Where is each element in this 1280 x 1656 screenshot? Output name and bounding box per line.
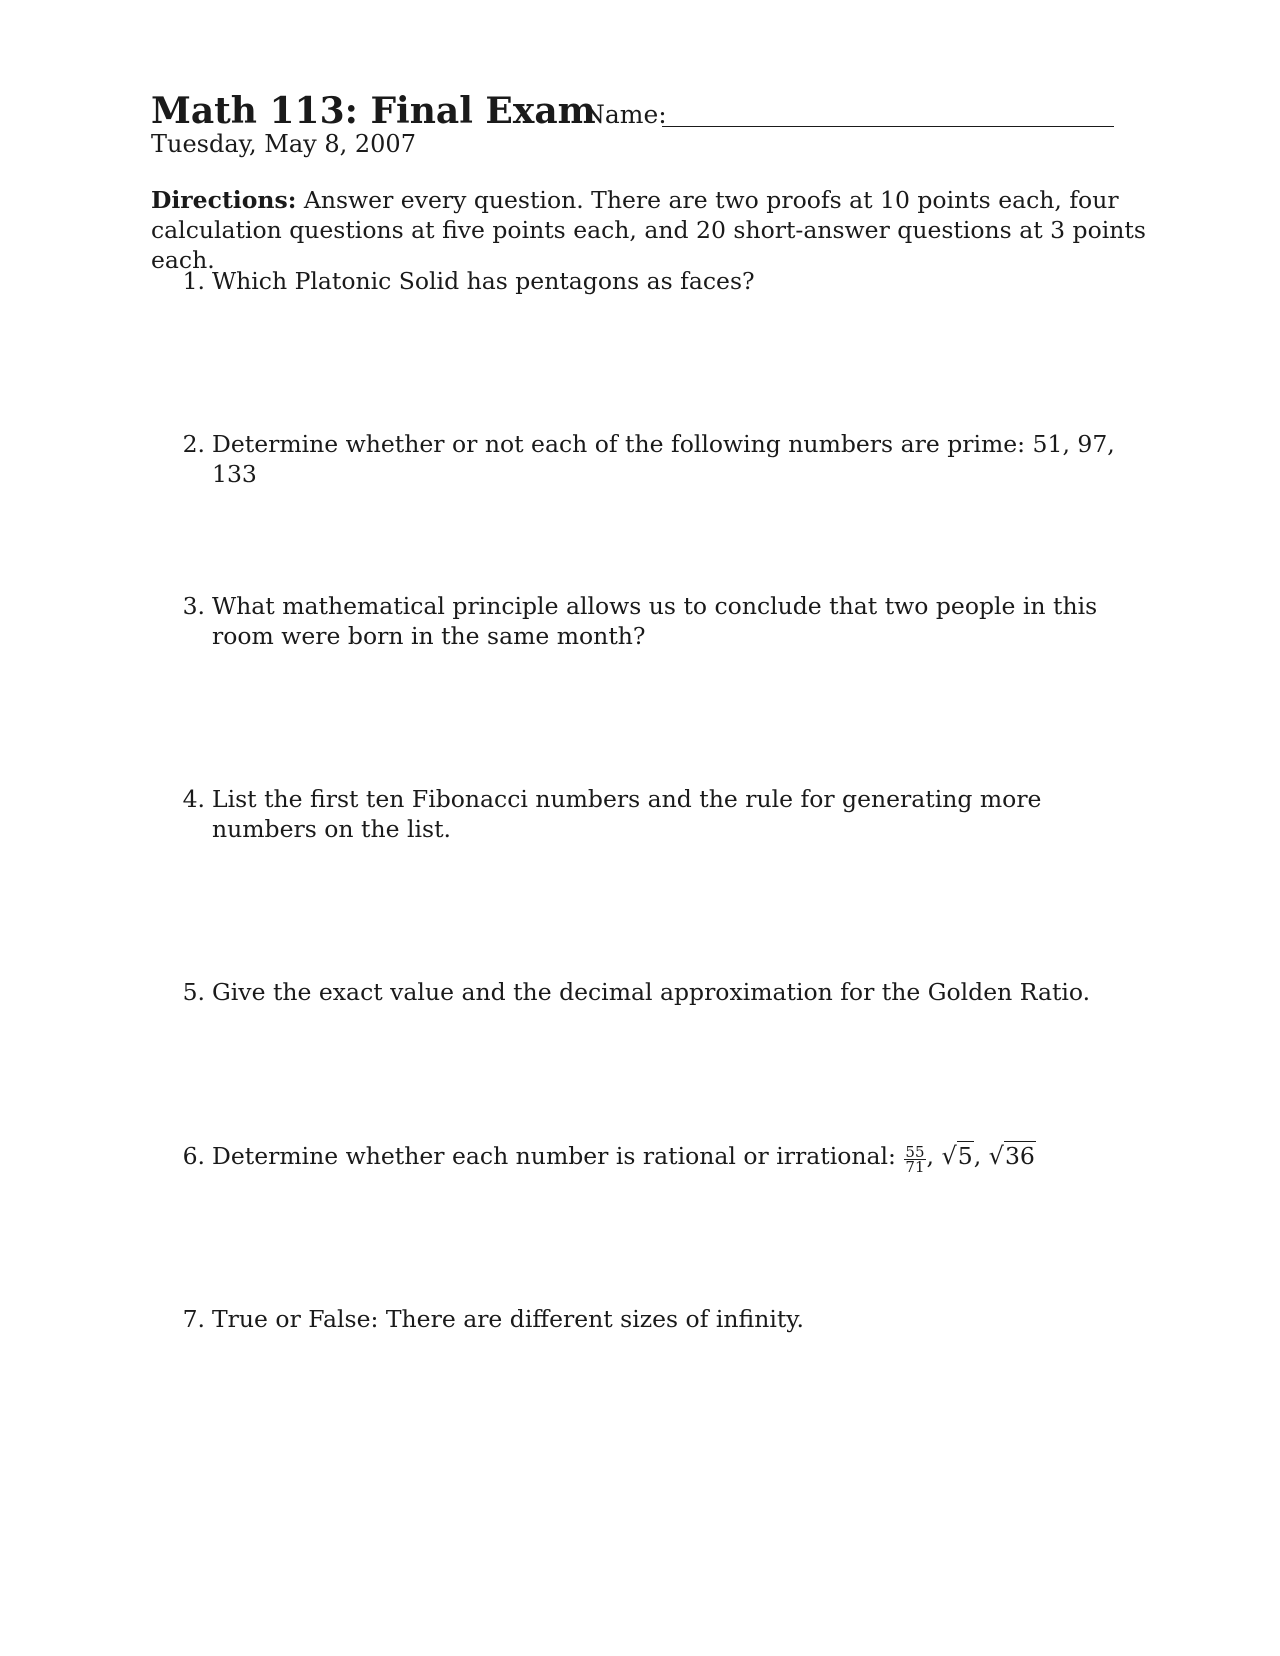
separator: , xyxy=(926,1142,942,1170)
radical-icon: √ xyxy=(988,1142,1004,1170)
question-1 xyxy=(177,266,1137,296)
question-text: Determine whether or not each of the following numbers are prime: 51, 97, 133 xyxy=(212,430,1115,488)
fraction-numerator: 55 xyxy=(905,1143,925,1161)
directions xyxy=(151,185,1151,275)
name-blank-line[interactable] xyxy=(662,126,1114,127)
question-text: What mathematical principle allows us to conclude that two people in this room were born in the same month? xyxy=(212,592,1098,650)
question-text: List the first ten Fibonacci numbers and the rule for generating more numbers on the list. xyxy=(212,785,1042,843)
question-text: Give the exact value and the decimal approximation for the Golden Ratio. xyxy=(212,978,1091,1006)
name-label: Name: xyxy=(583,100,667,129)
fraction-denominator: 71 xyxy=(905,1158,925,1176)
square-root-36 xyxy=(989,1141,1036,1171)
directions-label: Directions: xyxy=(151,186,297,214)
question-number: 1. xyxy=(182,267,205,295)
question-text xyxy=(212,1141,1137,1174)
question-number: 5. xyxy=(182,978,205,1006)
fraction xyxy=(904,1145,925,1174)
radicand: 5 xyxy=(957,1142,973,1170)
exam-date: Tuesday, May 8, 2007 xyxy=(151,130,416,158)
question-3 xyxy=(177,591,1137,651)
question-5 xyxy=(177,977,1137,1007)
question-number: 7. xyxy=(182,1305,205,1333)
question-4 xyxy=(177,784,1137,844)
question-7 xyxy=(177,1304,1137,1334)
question-text: Which Platonic Solid has pentagons as faces? xyxy=(212,267,755,295)
question-number: 4. xyxy=(182,785,205,813)
radicand: 36 xyxy=(1004,1142,1035,1170)
square-root-5 xyxy=(941,1141,973,1171)
question-2 xyxy=(177,429,1137,489)
question-text: True or False: There are different sizes of infinity. xyxy=(212,1305,804,1333)
exam-title: Math 113: Final Exam xyxy=(151,90,596,132)
separator: , xyxy=(973,1142,989,1170)
question-text-main: Determine whether each number is rational or irrational: xyxy=(212,1142,904,1170)
question-number: 2. xyxy=(182,430,205,458)
directions-text: Answer every question. There are two proofs at 10 points each, four calculation questions at five points each, and 20 short-answer questions at 3 points each. xyxy=(151,186,1146,274)
question-number: 3. xyxy=(182,592,205,620)
question-number: 6. xyxy=(182,1142,205,1170)
question-6 xyxy=(177,1141,1137,1174)
radical-icon: √ xyxy=(941,1142,957,1170)
